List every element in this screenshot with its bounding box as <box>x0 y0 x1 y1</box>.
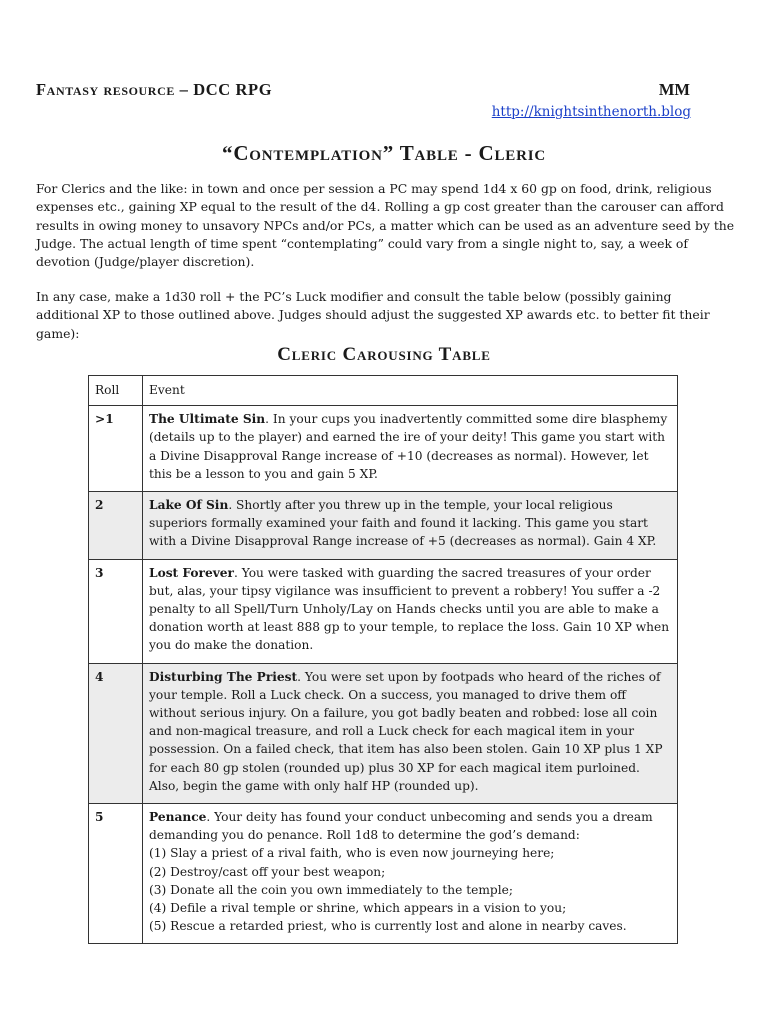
event-text: . In your cups you inadvertently committed some dire blasphemy (details up to the player) and earned the ire of your deity! This game you start with a Divine Disapproval Range increase of +10 (decreases as normal). However, let this be a lesson to you and gain 5 XP. <box>149 412 668 481</box>
event-text: . You were tasked with guarding the sacred treasures of your order but, alas, your tipsy vigilance was insufficient to prevent a robbery! You suffer a -2 penalty to all Spell/Turn Unholy/Lay on Hands checks until you are able to make a donation worth at least 888 gp to your temple, to replace the loss. Gain 10 XP when you do make the donation. <box>149 565 670 653</box>
header-initials: MM <box>658 80 690 99</box>
demand-item: (2) Destroy/cast off your best weapon; <box>149 864 386 879</box>
event-title: The Ultimate Sin <box>149 412 266 427</box>
header-source-label: Fantasy resource – DCC RPG <box>36 80 273 99</box>
event-text: . You were set upon by footpads who heard of the riches of your temple. Roll a Luck check. On a success, you managed to drive them off without serious injury. On a failure, you got badly beaten and robbed: lose all coin and non-magical treasure, and roll a Luck check for each magical item in your possession. On a failed check, that item has also been stolen. Gain 10 XP plus 1 XP for each 80 gp stolen (rounded up) plus 30 XP for each magical item purloined. Also, begin the game with only half HP (rounded up). <box>149 669 663 793</box>
table-title: Cleric Carousing Table <box>277 344 491 365</box>
event-text: . Shortly after you threw up in the temple, your local religious superiors formally examined your faith and found it lacking. This game you start with a Divine Disapproval Range increase of +5 (decreases as normal). Gain 4 XP. <box>149 498 657 549</box>
event-title: Penance <box>149 810 207 825</box>
event-cell <box>143 492 678 560</box>
table-row <box>89 492 678 560</box>
table-header-row <box>89 376 678 406</box>
column-header-event: Event <box>143 376 678 406</box>
table-row <box>89 804 678 944</box>
demand-item: (5) Rescue a retarded priest, who is currently lost and alone in nearby caves. <box>149 919 627 934</box>
event-cell <box>143 406 678 492</box>
event-cell <box>143 804 678 944</box>
roll-cell: 3 <box>89 559 143 663</box>
roll-cell: >1 <box>89 406 143 492</box>
roll-cell: 5 <box>89 804 143 944</box>
column-header-roll: Roll <box>89 376 143 406</box>
intro-paragraph-2: In any case, make a 1d30 roll + the PC’s Luck modifier and consult the table below (possibly gaining additional XP to those outlined above. Judges should adjust the suggested XP awards etc. to better fit their game): <box>36 289 710 341</box>
event-title: Disturbing The Priest <box>149 669 298 684</box>
blog-link[interactable]: http://knightsinthenorth.blog <box>491 104 691 120</box>
event-title: Lake Of Sin <box>149 498 229 513</box>
page-title: “Contemplation” Table - Cleric <box>222 141 546 165</box>
demand-item: (1) Slay a priest of a rival faith, who is even now journeying here; <box>149 846 555 861</box>
event-text: . Your deity has found your conduct unbecoming and sends you a dream demanding you do penance. Roll 1d8 to determine the god’s demand: <box>149 810 653 843</box>
table-row <box>89 406 678 492</box>
demand-item: (4) Defile a rival temple or shrine, which appears in a vision to you; <box>149 901 567 916</box>
intro-paragraph-1: For Clerics and the like: in town and once per session a PC may spend 1d4 x 60 gp on food, drink, religious expenses etc., gaining XP equal to the result of the d4. Rolling a gp cost greater than the carouser can afford results in owing money to unsavory NPCs and/or PCs, a matter which can be used as an adventure seed by the Judge. The actual length of time spent “contemplating” could vary from a single night to, say, a week of devotion (Judge/player discretion). <box>36 181 735 270</box>
table-row <box>89 663 678 803</box>
table-row <box>89 559 678 663</box>
event-cell <box>143 559 678 663</box>
demand-item: (3) Donate all the coin you own immediately to the temple; <box>149 882 513 897</box>
event-title: Lost Forever <box>149 565 234 580</box>
event-cell <box>143 663 678 803</box>
carousing-table <box>88 375 678 944</box>
roll-cell: 4 <box>89 663 143 803</box>
roll-cell: 2 <box>89 492 143 560</box>
